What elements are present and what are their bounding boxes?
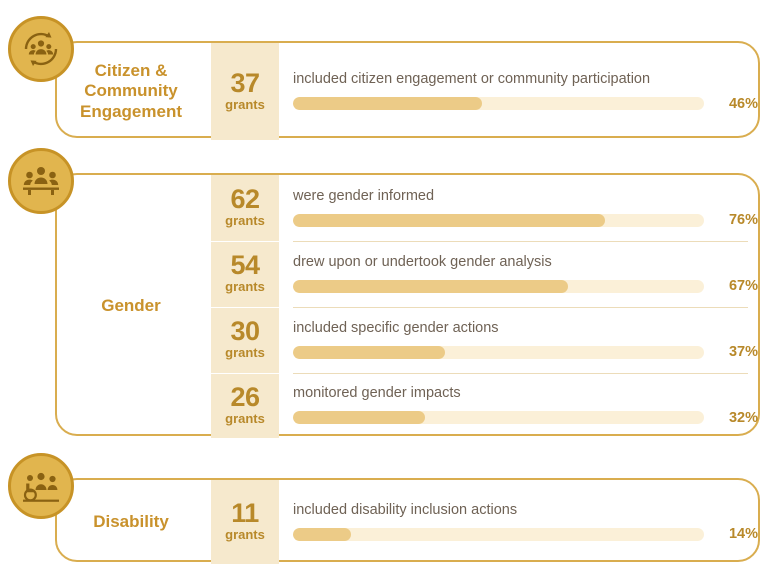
bar-track xyxy=(293,528,704,541)
bar-line xyxy=(293,212,758,228)
grant-count-cell xyxy=(211,480,279,564)
gender-people-icon xyxy=(8,148,74,214)
table-row xyxy=(211,480,758,564)
grant-count-unit: grants xyxy=(225,279,265,295)
group-label-gender: Gender xyxy=(101,296,161,316)
row-description: drew upon or undertook gender analysis xyxy=(293,253,552,270)
rows-gender xyxy=(211,175,758,434)
row-description: included citizen engagement or community participation xyxy=(293,71,651,88)
percent-label: 76% xyxy=(728,212,758,229)
row-divider xyxy=(293,241,748,242)
row-description: included specific gender actions xyxy=(293,319,499,336)
grant-count-cell xyxy=(211,175,279,241)
bar-fill xyxy=(293,528,351,541)
rows-citizen-community-engagement xyxy=(211,43,758,136)
row-description: monitored gender impacts xyxy=(293,385,461,402)
bar-track xyxy=(293,411,704,424)
grant-count-unit: grants xyxy=(225,345,265,361)
grant-count-cell xyxy=(211,241,279,307)
table-row xyxy=(211,43,758,140)
grant-count-value: 62 xyxy=(230,184,260,215)
row-description: were gender informed xyxy=(293,187,435,204)
row-description: included disability inclusion actions xyxy=(293,501,518,518)
bar-cell xyxy=(279,43,758,140)
grant-count-unit: grants xyxy=(225,213,265,229)
group-body-citizen-community-engagement xyxy=(55,41,760,138)
bar-track xyxy=(293,280,704,293)
grant-count-value: 54 xyxy=(230,250,260,281)
grant-count-value: 11 xyxy=(231,498,259,529)
rows-disability xyxy=(211,480,758,560)
bar-track xyxy=(293,97,704,110)
table-row xyxy=(211,175,758,241)
row-divider xyxy=(293,373,748,374)
bar-line xyxy=(293,278,758,294)
table-row xyxy=(211,241,758,307)
group-body-disability xyxy=(55,478,760,562)
bar-line xyxy=(293,410,758,426)
table-row xyxy=(211,373,758,438)
row-divider xyxy=(293,307,748,308)
bar-cell xyxy=(279,307,758,373)
bar-fill xyxy=(293,411,425,424)
bar-fill xyxy=(293,97,482,110)
grant-count-cell xyxy=(211,43,279,140)
grant-count-value: 26 xyxy=(230,381,260,412)
grant-count-unit: grants xyxy=(225,410,265,426)
bar-fill xyxy=(293,214,605,227)
bar-cell xyxy=(279,241,758,307)
percent-label: 32% xyxy=(728,409,758,426)
grant-count-unit: grants xyxy=(225,527,265,543)
bar-fill xyxy=(293,346,445,359)
percent-label: 46% xyxy=(728,95,758,112)
grant-count-value: 37 xyxy=(230,67,260,98)
table-row xyxy=(211,307,758,373)
group-label-disability: Disability xyxy=(93,511,169,531)
bar-track xyxy=(293,346,704,359)
percent-label: 67% xyxy=(728,278,758,295)
disability-inclusion-icon xyxy=(8,453,74,519)
group-body-gender xyxy=(55,173,760,436)
grant-count-cell xyxy=(211,373,279,438)
bar-line xyxy=(293,96,758,112)
bar-line xyxy=(293,526,758,542)
bar-line xyxy=(293,344,758,360)
grant-count-unit: grants xyxy=(225,96,265,112)
percent-label: 37% xyxy=(728,344,758,361)
bar-cell xyxy=(279,480,758,564)
bar-track xyxy=(293,214,704,227)
people-cycle-icon xyxy=(8,16,74,82)
bar-fill xyxy=(293,280,568,293)
grant-count-cell xyxy=(211,307,279,373)
bar-cell xyxy=(279,175,758,241)
grant-count-value: 30 xyxy=(230,316,260,347)
percent-label: 14% xyxy=(728,526,758,543)
bar-cell xyxy=(279,373,758,438)
group-label-citizen-community-engagement: Citizen & Community Engagement xyxy=(79,61,183,121)
